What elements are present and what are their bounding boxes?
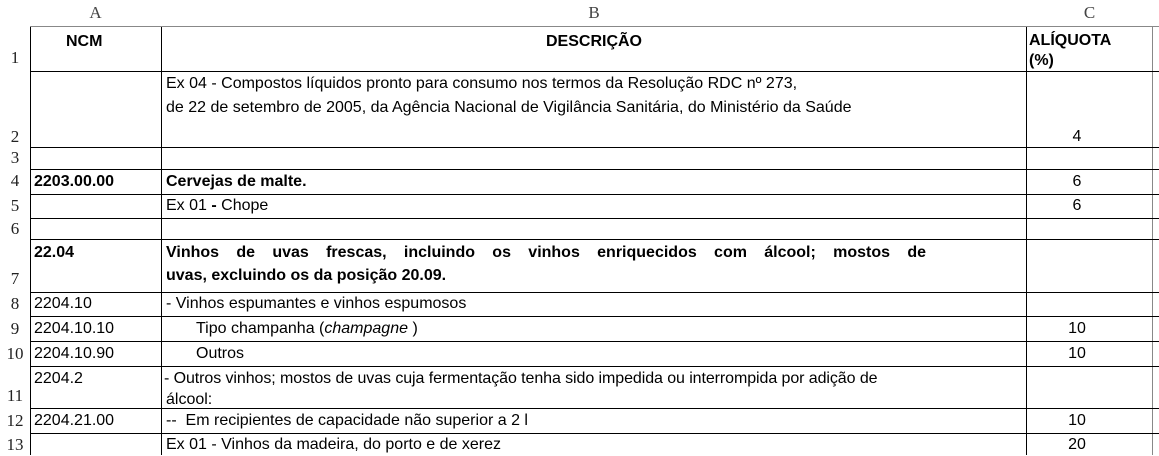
desc-text: Ex 01 (166, 197, 212, 214)
column-header-c[interactable]: C (1083, 3, 1096, 22)
column-header-b[interactable]: B (588, 3, 600, 22)
header-aliquota-unit: (%) (1029, 52, 1054, 69)
grid-line (30, 147, 1159, 148)
aliquota-cell[interactable]: 4 (1072, 128, 1082, 145)
ncm-cell[interactable]: 2204.10 (34, 295, 92, 312)
row-header-4[interactable]: 4 (10, 171, 20, 190)
grid-line (30, 408, 1159, 409)
grid-line (30, 218, 1159, 219)
aliquota-cell[interactable]: 10 (1068, 345, 1086, 362)
grid-line (161, 26, 162, 455)
row-header-12[interactable]: 12 (6, 411, 24, 430)
desc-cell[interactable]: - Outros vinhos; mostos de uvas cuja fermentação tenha sido impedida ou interrompida por adição de (164, 370, 878, 387)
row-header-7[interactable]: 7 (10, 269, 20, 288)
column-header-a[interactable]: A (89, 3, 102, 22)
row-header-9[interactable]: 9 (10, 319, 20, 338)
aliquota-cell[interactable]: 6 (1072, 173, 1082, 190)
grid-line (30, 366, 1159, 367)
desc-text: Tipo champanha ( (196, 320, 325, 337)
ncm-cell[interactable]: 2204.10.90 (34, 345, 115, 362)
grid-line (30, 26, 1159, 27)
grid-line (1152, 26, 1153, 455)
header-descricao[interactable]: DESCRIÇÃO (545, 33, 642, 50)
desc-cell-line2: uvas, excluindo os da posição 20.09. (166, 267, 447, 284)
ncm-cell[interactable]: 2204.21.00 (34, 412, 115, 429)
row-header-2[interactable]: 2 (10, 127, 20, 146)
row-header-10[interactable]: 10 (6, 344, 24, 363)
ncm-cell[interactable]: 2204.2 (34, 370, 83, 387)
row-header-13[interactable]: 13 (6, 435, 24, 454)
header-aliquota[interactable]: ALÍQUOTA (1029, 32, 1112, 49)
row-header-1[interactable]: 1 (10, 48, 20, 67)
grid-line (30, 239, 1159, 240)
desc-cell[interactable]: Vinhos de uvas frescas, incluindo os vinhos enriquecidos com álcool; mostos de (166, 244, 926, 261)
desc-cell-line2: álcool: (166, 391, 213, 407)
aliquota-cell[interactable]: 6 (1072, 197, 1082, 214)
row-header-11[interactable]: 11 (6, 386, 24, 405)
row-header-5[interactable]: 5 (10, 196, 20, 215)
grid-line (1026, 26, 1027, 455)
grid-line (30, 26, 31, 455)
desc-cell[interactable]: Ex 04 - Compostos líquidos pronto para consumo nos termos da Resolução RDC nº 273, (166, 75, 798, 92)
desc-text: ) (408, 320, 418, 337)
desc-cell[interactable]: -- Em recipientes de capacidade não superior a 2 l (166, 412, 528, 429)
desc-text: Chope (216, 197, 269, 214)
desc-cell[interactable]: Cervejas de malte. (166, 173, 307, 190)
desc-cell[interactable]: Ex 01 - Vinhos da madeira, do porto e de xerez (166, 436, 502, 453)
desc-cell[interactable] (164, 318, 418, 340)
desc-cell-line2: de 22 de setembro de 2005, da Agência Nacional de Vigilância Sanitária, do Ministério da Saúde (166, 99, 852, 116)
grid-line (30, 341, 1159, 342)
row-header-8[interactable]: 8 (10, 294, 20, 313)
grid-line (30, 316, 1159, 317)
grid-line (30, 71, 1159, 72)
desc-dash: - (211, 197, 217, 214)
header-ncm[interactable]: NCM (66, 33, 103, 50)
grid-line (30, 169, 1159, 170)
row-header-3[interactable]: 3 (10, 148, 20, 167)
ncm-cell[interactable]: 22.04 (34, 244, 75, 261)
aliquota-cell[interactable]: 10 (1068, 412, 1086, 429)
row-header-6[interactable]: 6 (10, 219, 20, 238)
ncm-cell[interactable]: 2204.10.10 (34, 320, 115, 337)
desc-italic-text: champagne (324, 320, 408, 337)
ncm-cell[interactable]: 2203.00.00 (34, 173, 115, 190)
aliquota-cell[interactable]: 10 (1068, 320, 1086, 337)
aliquota-cell[interactable]: 20 (1068, 436, 1086, 453)
desc-cell[interactable]: Outros (196, 345, 245, 362)
desc-cell[interactable]: - Vinhos espumantes e vinhos espumosos (166, 295, 467, 312)
desc-cell[interactable] (166, 195, 268, 217)
